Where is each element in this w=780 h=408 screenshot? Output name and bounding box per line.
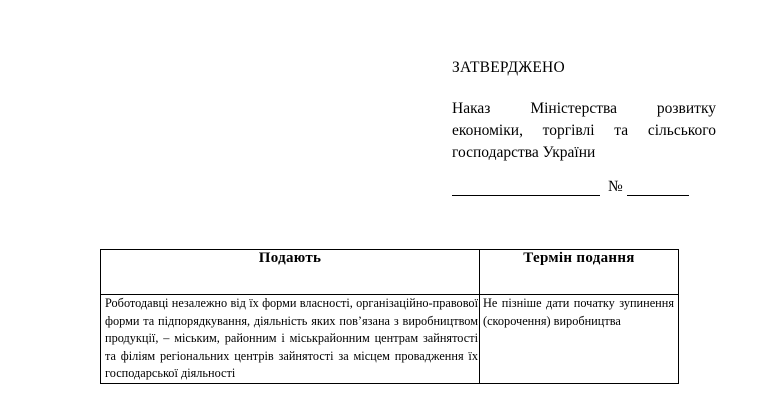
cell-deadline — [480, 295, 679, 384]
approval-title: ЗАТВЕРДЖЕНО — [452, 59, 565, 76]
table-row — [101, 295, 679, 384]
cell-deadline-line-1: Не пізніше дати початку зупинення — [483, 296, 674, 310]
number-blank-line — [627, 181, 689, 196]
approval-line-3: господарства України — [452, 144, 596, 161]
submission-table — [100, 249, 679, 384]
cell-submitters: Роботодавці незалежно від їх форми власності, організаційно-правової форми та підпорядкування, діяльність яких пов’язана з виробництвом продукції, – міським, районним і міськрайонним центрам зайнятості та філіям регіональних центрів зайнятості за місцем провадження їх господарської діяльності — [101, 295, 480, 384]
table-header-row — [101, 250, 679, 295]
approval-block — [452, 58, 716, 164]
table-header-deadline: Термін подання — [480, 250, 679, 295]
approval-line-1: Наказ Міністерства розвитку — [452, 100, 716, 117]
cell-deadline-line-2: (скорочення) виробництва — [483, 313, 621, 328]
number-sign: № — [608, 178, 623, 195]
date-blank-line — [452, 181, 600, 196]
approval-line-2: економіки, торгівлі та сільського — [452, 122, 716, 139]
table-header-submitters: Подають — [101, 250, 480, 295]
approval-body — [452, 98, 716, 164]
approval-number-row — [452, 178, 716, 196]
